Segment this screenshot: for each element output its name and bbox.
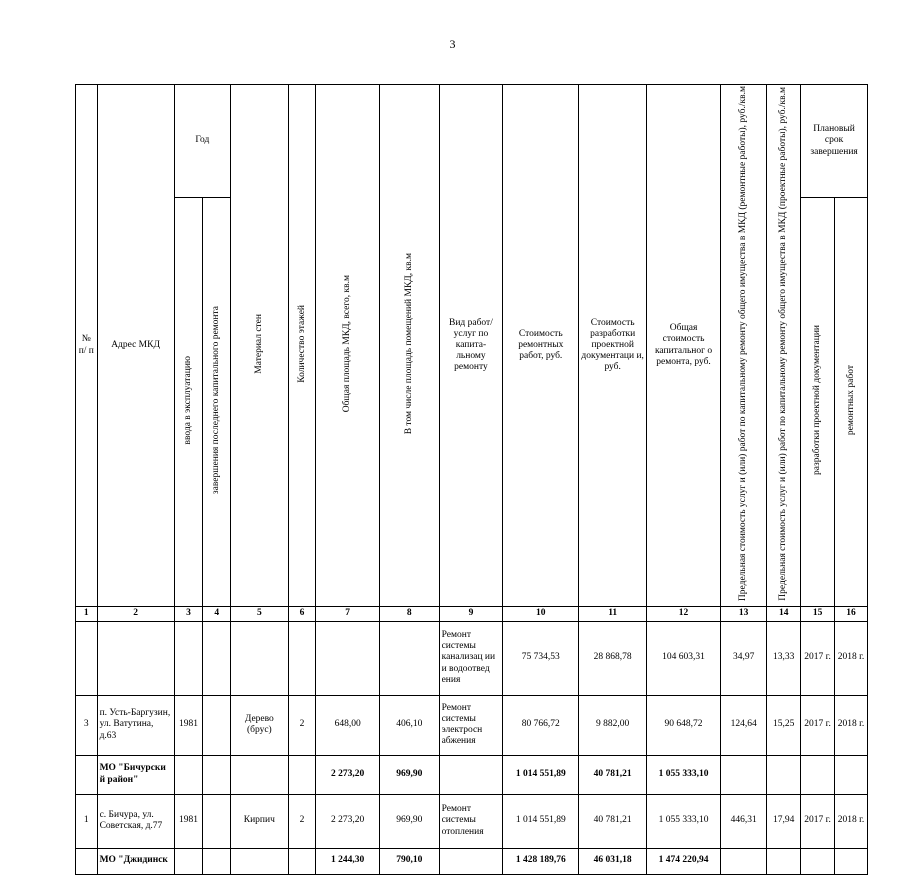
- cell-total-cost: 90 648,72: [647, 695, 721, 755]
- cell-max-cost-design: [767, 755, 801, 794]
- cell-floors: [288, 621, 316, 695]
- cell-deadline-repair: 2018 г.: [835, 695, 868, 755]
- cell-material: Дерево (брус): [231, 695, 289, 755]
- cell-total-cost: 104 603,31: [647, 621, 721, 695]
- cell-work-type: Ремонт системы канализац ии и водоотвед ения: [439, 621, 503, 695]
- cell-design-cost: 9 882,00: [579, 695, 647, 755]
- table-row: [76, 794, 868, 848]
- header-work-type: Вид работ/ услуг по капита- льному ремонту: [439, 85, 503, 607]
- cell-premises-area: 969,90: [380, 755, 440, 794]
- cell-max-cost-repair: 34,97: [721, 621, 767, 695]
- cell-design-cost: 28 868,78: [579, 621, 647, 695]
- column-number: 9: [439, 607, 503, 621]
- header-floors: Количество этажей: [288, 85, 316, 607]
- header-row-1: [76, 85, 868, 198]
- capital-repair-table: [75, 84, 868, 875]
- header-total-cost: Общая стоимость капитальног о ремонта, руб.: [647, 85, 721, 607]
- cell-deadline-design: [801, 848, 835, 874]
- cell-year-repair: [203, 621, 231, 695]
- cell-premises-area: 790,10: [380, 848, 440, 874]
- cell-work-type: [439, 848, 503, 874]
- header-total-area: Общая площадь МКД, всего, кв.м: [316, 85, 380, 607]
- column-number: 1: [76, 607, 98, 621]
- cell-total-cost: 1 055 333,10: [647, 794, 721, 848]
- header-premises-area: В том числе площадь помещений МКД, кв.м: [380, 85, 440, 607]
- column-number: 5: [231, 607, 289, 621]
- page-number: 3: [449, 37, 456, 51]
- cell-year-commission: [174, 848, 203, 874]
- cell-floors: [288, 848, 316, 874]
- cell-total-area: 2 273,20: [316, 794, 380, 848]
- cell-year-repair: [203, 794, 231, 848]
- header-repair-works: ремонтных работ: [835, 198, 868, 607]
- cell-max-cost-design: 17,94: [767, 794, 801, 848]
- cell-number: [76, 755, 98, 794]
- cell-design-cost: 46 031,18: [579, 848, 647, 874]
- column-number-row: [76, 607, 868, 621]
- cell-floors: [288, 755, 316, 794]
- cell-material: [231, 755, 289, 794]
- cell-premises-area: [380, 621, 440, 695]
- cell-material: [231, 621, 289, 695]
- column-number: 6: [288, 607, 316, 621]
- cell-repair-cost: 75 734,53: [503, 621, 579, 695]
- header-number: № п/ п: [76, 85, 98, 607]
- cell-total-area: 648,00: [316, 695, 380, 755]
- header-repair-cost: Стоимость ремонтных работ, руб.: [503, 85, 579, 607]
- header-planned-group: Плановый срок завершения: [801, 85, 868, 198]
- column-number: 11: [579, 607, 647, 621]
- column-number: 13: [721, 607, 767, 621]
- column-number: 8: [380, 607, 440, 621]
- cell-work-type: Ремонт системы электросн абжения: [439, 695, 503, 755]
- cell-address: п. Усть-Баргузин, ул. Ватутина, д.63: [97, 695, 174, 755]
- cell-repair-cost: 1 428 189,76: [503, 848, 579, 874]
- cell-repair-cost: 1 014 551,89: [503, 794, 579, 848]
- cell-max-cost-repair: 124,64: [721, 695, 767, 755]
- cell-floors: 2: [288, 695, 316, 755]
- column-number: 14: [767, 607, 801, 621]
- cell-total-area: 2 273,20: [316, 755, 380, 794]
- cell-premises-area: 969,90: [380, 794, 440, 848]
- cell-max-cost-design: 13,33: [767, 621, 801, 695]
- cell-address: МО "Бичурски й район": [97, 755, 174, 794]
- column-number: 12: [647, 607, 721, 621]
- column-number: 3: [174, 607, 203, 621]
- cell-total-cost: 1 055 333,10: [647, 755, 721, 794]
- cell-deadline-design: 2017 г.: [801, 621, 835, 695]
- cell-repair-cost: 1 014 551,89: [503, 755, 579, 794]
- header-last-repair: завершения последнего капитального ремонта: [203, 198, 231, 607]
- table-row: [76, 621, 868, 695]
- cell-number: 1: [76, 794, 98, 848]
- header-max-cost-repair: Предельная стоимость услуг и (или) работ по капитальному ремонту общего имущества в МКД (ремонтные работы), руб./кв.м: [721, 85, 767, 607]
- table-row: [76, 695, 868, 755]
- cell-year-commission: [174, 755, 203, 794]
- cell-material: [231, 848, 289, 874]
- cell-total-cost: 1 474 220,94: [647, 848, 721, 874]
- cell-premises-area: 406,10: [380, 695, 440, 755]
- cell-max-cost-design: [767, 848, 801, 874]
- cell-total-area: [316, 621, 380, 695]
- cell-year-repair: [203, 848, 231, 874]
- cell-number: [76, 621, 98, 695]
- table-row-subtotal: [76, 755, 868, 794]
- cell-deadline-design: 2017 г.: [801, 695, 835, 755]
- cell-address: [97, 621, 174, 695]
- header-address: Адрес МКД: [97, 85, 174, 607]
- cell-year-commission: [174, 621, 203, 695]
- cell-material: Кирпич: [231, 794, 289, 848]
- cell-year-repair: [203, 695, 231, 755]
- cell-address: МО "Джидинск: [97, 848, 174, 874]
- cell-work-type: [439, 755, 503, 794]
- cell-address: с. Бичура, ул. Советская, д.77: [97, 794, 174, 848]
- cell-max-cost-repair: [721, 755, 767, 794]
- cell-max-cost-repair: [721, 848, 767, 874]
- cell-repair-cost: 80 766,72: [503, 695, 579, 755]
- cell-number: [76, 848, 98, 874]
- column-number: 16: [835, 607, 868, 621]
- cell-number: 3: [76, 695, 98, 755]
- cell-deadline-repair: 2018 г.: [835, 794, 868, 848]
- header-year-group: Год: [174, 85, 230, 198]
- header-max-cost-design: Предельная стоимость услуг и (или) работ по капитальному ремонту общего имущества в МКД (проектные работы), руб./кв.м: [767, 85, 801, 607]
- header-wall-material: Материал стен: [231, 85, 289, 607]
- cell-max-cost-repair: 446,31: [721, 794, 767, 848]
- cell-deadline-repair: [835, 755, 868, 794]
- column-number: 2: [97, 607, 174, 621]
- cell-year-commission: 1981: [174, 794, 203, 848]
- column-number: 15: [801, 607, 835, 621]
- column-number: 4: [203, 607, 231, 621]
- cell-floors: 2: [288, 794, 316, 848]
- cell-deadline-repair: 2018 г.: [835, 621, 868, 695]
- cell-deadline-design: [801, 755, 835, 794]
- cell-design-cost: 40 781,21: [579, 794, 647, 848]
- cell-design-cost: 40 781,21: [579, 755, 647, 794]
- cell-max-cost-design: 15,25: [767, 695, 801, 755]
- cell-total-area: 1 244,30: [316, 848, 380, 874]
- header-design-cost: Стоимость разработки проектной документаци и, руб.: [579, 85, 647, 607]
- header-commissioning: ввода в эксплуатацию: [174, 198, 203, 607]
- cell-year-commission: 1981: [174, 695, 203, 755]
- header-design-docs: разработки проектной документации: [801, 198, 835, 607]
- cell-year-repair: [203, 755, 231, 794]
- cell-work-type: Ремонт системы отопления: [439, 794, 503, 848]
- column-number: 10: [503, 607, 579, 621]
- cell-deadline-repair: [835, 848, 868, 874]
- cell-deadline-design: 2017 г.: [801, 794, 835, 848]
- table-row-subtotal: [76, 848, 868, 874]
- column-number: 7: [316, 607, 380, 621]
